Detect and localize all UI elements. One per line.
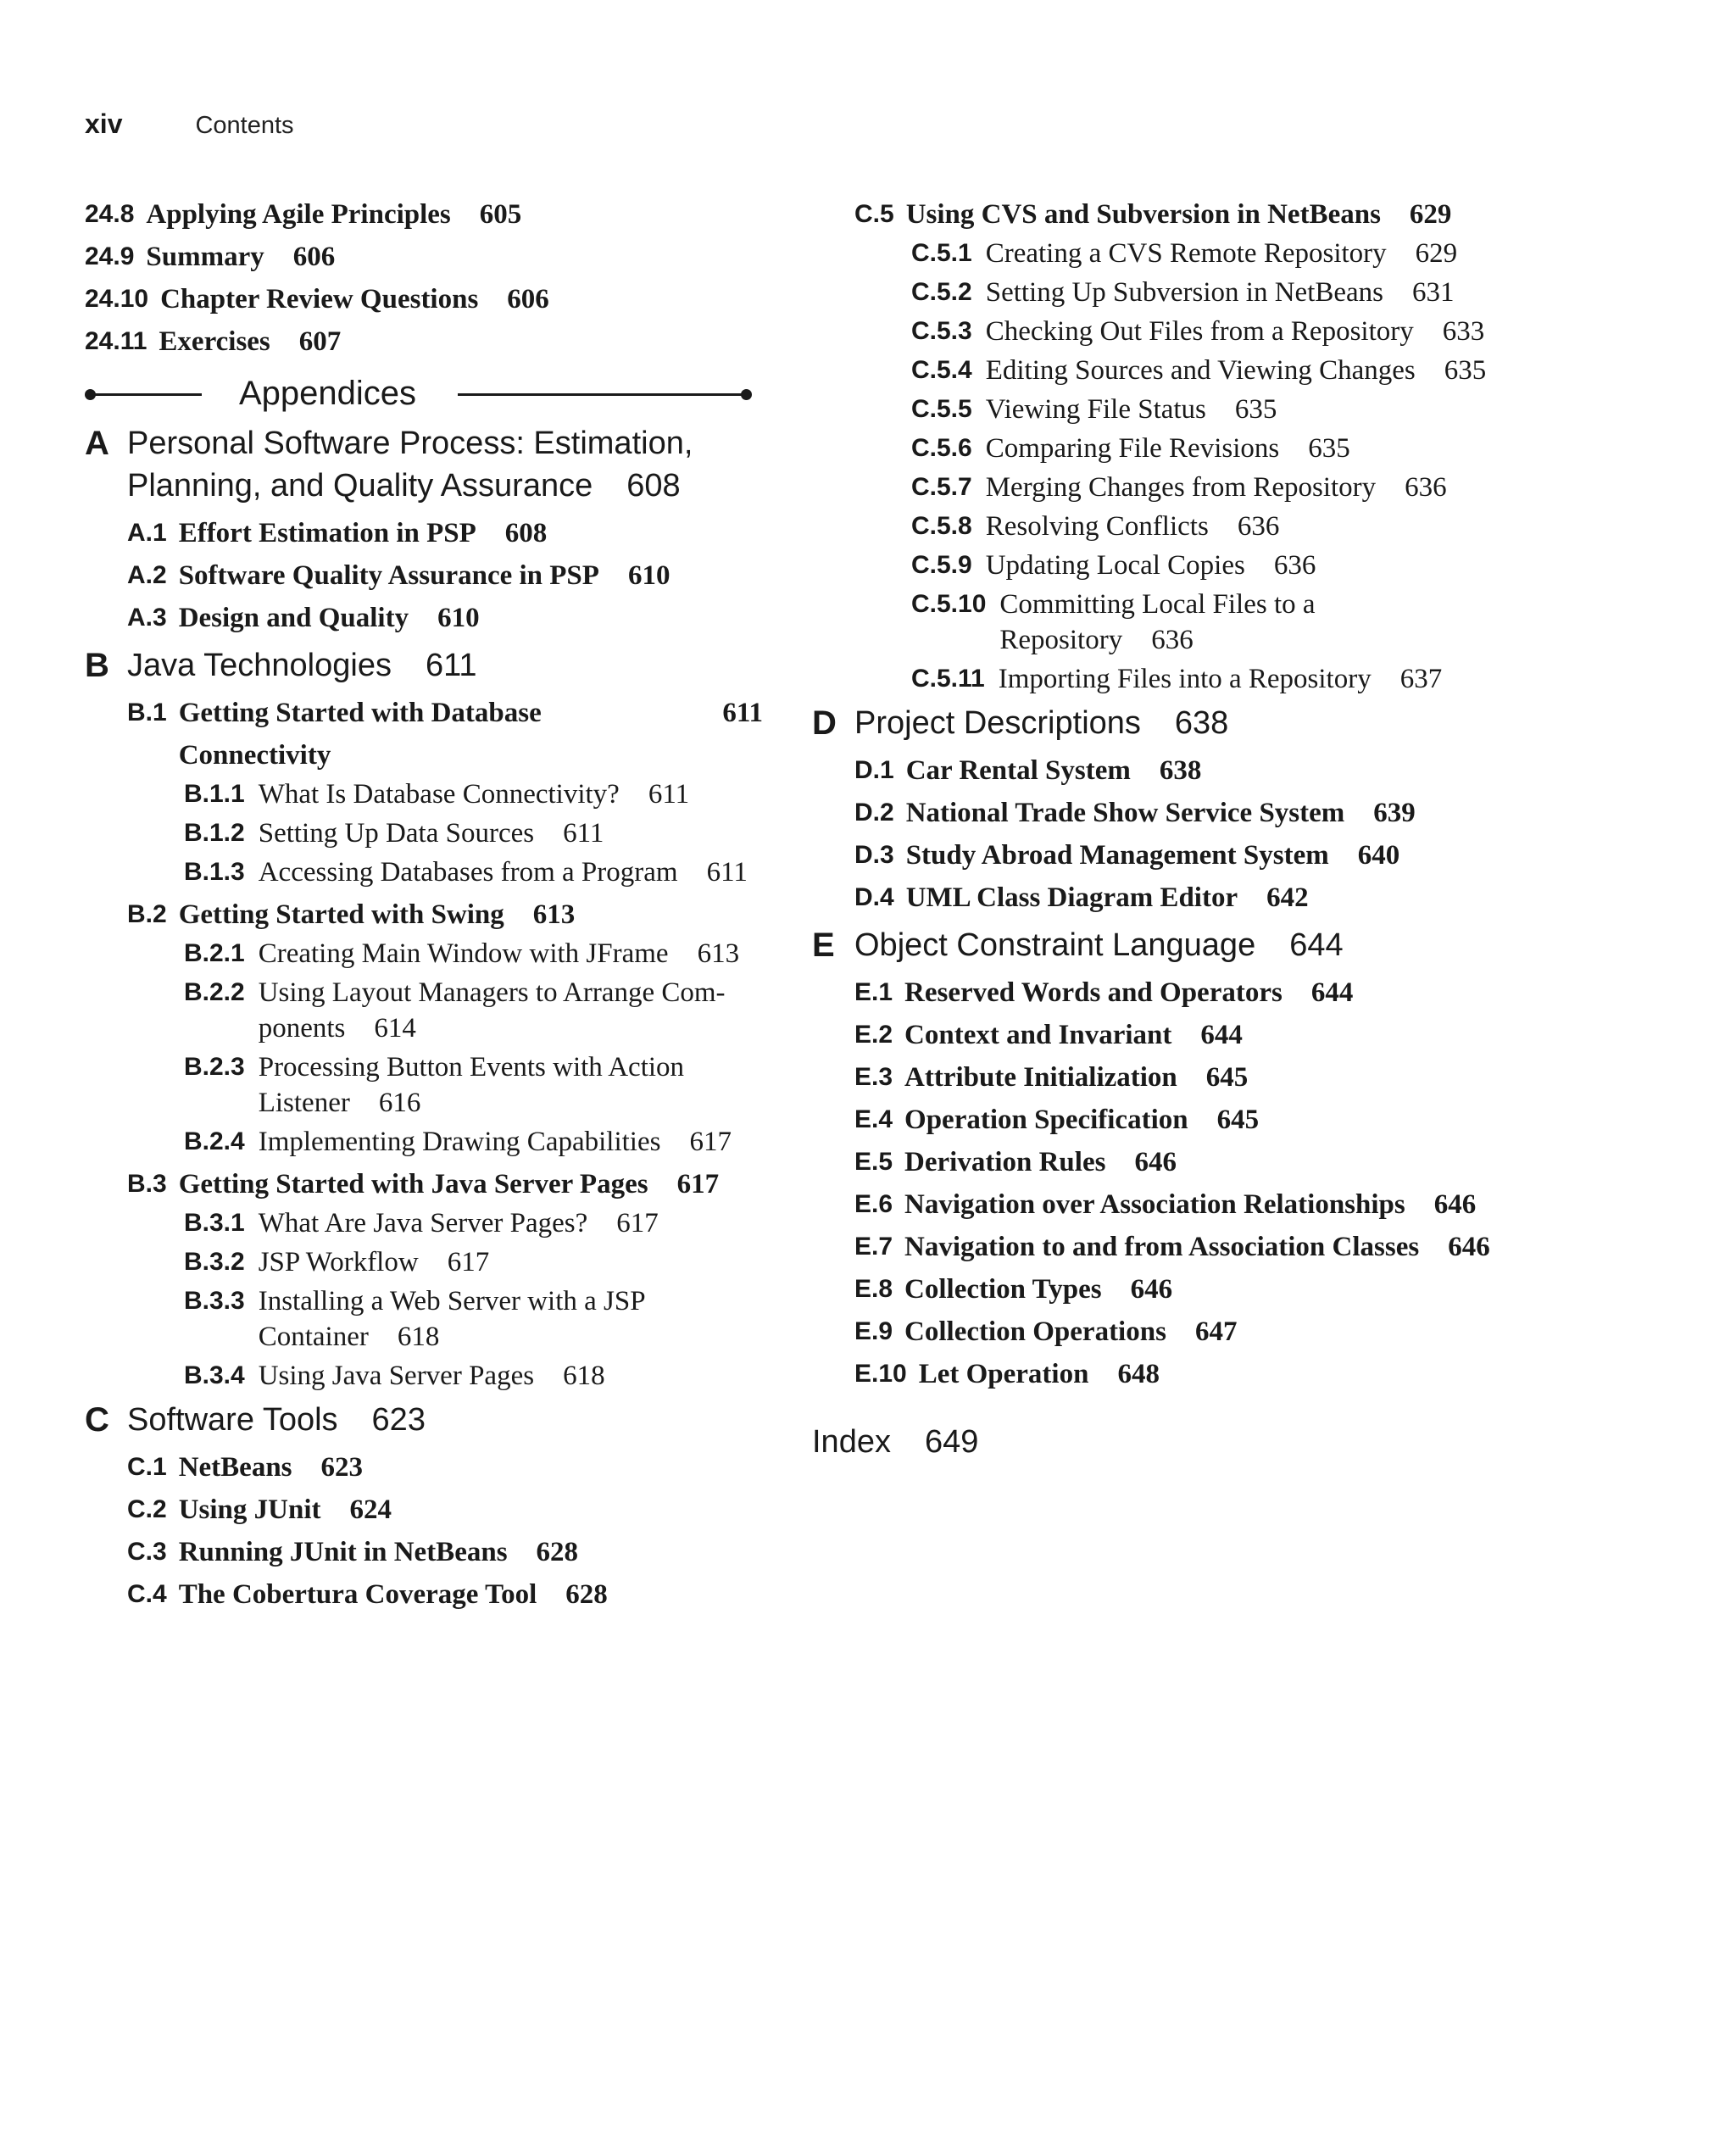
toc-entry-b-1-3[interactable] (85, 854, 763, 890)
divider-dot-right (741, 389, 752, 400)
entry-title: Creating Main Window with JFrame (258, 938, 669, 969)
entry-page: 624 (349, 1494, 392, 1525)
entry-page: 638 (1159, 755, 1202, 786)
entry-title: Chapter Review Questions (160, 284, 479, 314)
entry-page: 628 (536, 1537, 579, 1567)
entry-page: 613 (697, 938, 740, 969)
entry-number: C.3 (127, 1538, 167, 1566)
entry-title-line-2: Repository (999, 625, 1123, 655)
entry-page: 629 (1415, 238, 1458, 269)
entry-number: B.2.3 (184, 1053, 245, 1081)
toc-entry-b-1[interactable] (85, 692, 763, 776)
appendix-letter: A (85, 425, 109, 462)
entry-number: B.1.2 (184, 819, 245, 847)
running-title: Contents (195, 112, 294, 139)
entry-title: Setting Up Subversion in NetBeans (985, 277, 1384, 308)
entry-page: 646 (1130, 1274, 1173, 1305)
entry-title: Merging Changes from Repository (985, 472, 1377, 503)
entry-title: National Trade Show Service System (905, 798, 1345, 828)
entry-number: C.5.2 (911, 278, 972, 306)
appendix-page: 623 (371, 1402, 426, 1438)
entry-number: C.5.3 (911, 317, 972, 345)
toc-entry-c-3[interactable] (85, 1531, 763, 1573)
entry-title: Exercises (159, 326, 270, 357)
entry-number: C.5 (854, 200, 894, 228)
entry-number: E.5 (854, 1148, 893, 1176)
entry-number: A.1 (127, 519, 167, 547)
entry-number: B.3.2 (184, 1248, 245, 1276)
entry-number: C.5.10 (911, 590, 987, 618)
toc-entry-a-1[interactable] (85, 512, 763, 554)
entry-number: C.4 (127, 1580, 167, 1608)
entry-number: C.5.7 (911, 473, 972, 501)
appendix-title: Project Descriptions (854, 705, 1141, 741)
entry-title (259, 975, 726, 1046)
appendix-letter: C (85, 1401, 109, 1439)
toc-entry-d-3[interactable] (812, 834, 1694, 877)
entry-number: C.5.6 (911, 434, 972, 462)
entry-title: Updating Local Copies (985, 550, 1245, 581)
entry-page: 617 (689, 1127, 732, 1157)
entry-title-line-1: Committing Local Files to a (999, 589, 1316, 620)
entry-page: 606 (292, 242, 336, 272)
toc-entry-24-11[interactable] (85, 320, 763, 363)
toc-entry-c-5-8[interactable] (812, 509, 1694, 544)
toc-entry-b-3-2[interactable] (85, 1244, 763, 1280)
entry-number: D.1 (854, 756, 894, 784)
entry-page: 648 (1117, 1359, 1160, 1389)
divider-line-right (458, 393, 746, 396)
toc-entry-e-8[interactable] (812, 1268, 1694, 1311)
toc-entry-c-5-7[interactable] (812, 470, 1694, 505)
entry-title (999, 587, 1315, 658)
entry-page: 613 (532, 899, 576, 930)
entry-number: E.7 (854, 1233, 893, 1261)
appendices-label: Appendices (239, 375, 417, 412)
entry-page: 647 (1194, 1316, 1238, 1347)
entry-number: C.1 (127, 1453, 167, 1481)
entry-page: 646 (1448, 1232, 1490, 1262)
entry-number: C.2 (127, 1495, 167, 1523)
page-header (85, 109, 294, 142)
toc-entry-c-5-2[interactable] (812, 275, 1694, 310)
entry-number: C.5.4 (911, 356, 972, 384)
entry-page: 611 (706, 857, 748, 888)
entry-title: Creating a CVS Remote Repository (985, 238, 1387, 269)
appendix-title: Object Constraint Language (854, 927, 1256, 963)
appendix-title (127, 422, 693, 507)
entry-number: 24.9 (85, 242, 135, 270)
entry-number: B.3.4 (184, 1361, 245, 1389)
entry-page: 636 (1273, 550, 1316, 581)
entry-title: Using CVS and Subversion in NetBeans (905, 199, 1381, 230)
entry-title-line-2: ponents (258, 1013, 346, 1044)
appendix-letter: D (812, 704, 837, 742)
entry-number: C.5.8 (911, 512, 972, 540)
toc-entry-c-1[interactable] (85, 1446, 763, 1489)
toc-entry-c-5-10[interactable] (812, 587, 1694, 658)
toc-entry-e-1[interactable] (812, 971, 1694, 1014)
entry-title: Getting Started with Database Connectivity (178, 698, 542, 771)
toc-entry-24-10[interactable] (85, 278, 763, 320)
entry-page: 642 (1266, 882, 1309, 913)
toc-right-column (812, 193, 1694, 1463)
entry-page: 636 (1405, 472, 1447, 503)
appendix-letter: E (812, 927, 835, 964)
toc-entry-e-6[interactable] (812, 1183, 1694, 1226)
entry-title-line-1: Using Layout Managers to Arrange Com- (258, 977, 726, 1008)
entry-page: 636 (1151, 625, 1194, 655)
entry-page: 646 (1134, 1147, 1177, 1177)
toc-entry-e-9[interactable] (812, 1311, 1694, 1353)
entry-number: 24.10 (85, 285, 149, 313)
entry-title: Resolving Conflicts (985, 511, 1209, 542)
appendix-c-heading[interactable] (85, 1399, 763, 1441)
entry-page: 607 (298, 326, 342, 357)
entry-title: Implementing Drawing Capabilities (258, 1127, 661, 1157)
entry-page: 644 (1200, 1020, 1243, 1050)
entry-title: Checking Out Files from a Repository (985, 316, 1414, 347)
entry-number: E.10 (854, 1360, 907, 1388)
entry-title: Accessing Databases from a Program (258, 857, 678, 888)
toc-entry-d-1[interactable] (812, 749, 1694, 792)
entry-page: 610 (437, 603, 480, 633)
entry-page: 635 (1308, 433, 1350, 464)
toc-entry-d-4[interactable] (812, 877, 1694, 919)
toc-entry-b-2-3[interactable] (85, 1049, 763, 1121)
toc-entry-c-5-6[interactable] (812, 431, 1694, 466)
entry-number: E.3 (854, 1063, 893, 1091)
appendix-d-heading[interactable] (812, 702, 1694, 744)
entry-page: 606 (507, 284, 549, 314)
entry-page: 611 (722, 698, 763, 728)
toc-entry-c-5-5[interactable] (812, 392, 1694, 427)
entry-title-line-2: Listener (258, 1088, 350, 1118)
entry-page: 611 (648, 779, 690, 810)
toc-entry-c-5[interactable] (812, 193, 1694, 236)
toc-entry-e-2[interactable] (812, 1014, 1694, 1056)
index-title: Index (812, 1424, 891, 1460)
toc-entry-a-3[interactable] (85, 597, 763, 639)
entry-number: 24.8 (85, 200, 135, 228)
toc-entry-24-8[interactable] (85, 193, 763, 236)
entry-title: Comparing File Revisions (985, 433, 1280, 464)
entry-title: Editing Sources and Viewing Changes (985, 355, 1416, 386)
toc-entry-c-4[interactable] (85, 1573, 763, 1616)
toc-entry-c-2[interactable] (85, 1489, 763, 1531)
entry-number: C.5.11 (911, 665, 985, 693)
toc-entry-e-3[interactable] (812, 1056, 1694, 1099)
entry-page: 610 (627, 560, 670, 591)
entry-title: NetBeans (178, 1452, 292, 1483)
appendices-divider (85, 368, 763, 417)
appendix-page: 608 (626, 468, 681, 504)
entry-title: Viewing File Status (985, 394, 1206, 425)
entry-title: Applying Agile Principles (146, 199, 451, 230)
entry-number: B.1.1 (184, 780, 245, 808)
toc-entry-b-2-2[interactable] (85, 975, 763, 1046)
appendix-title: Software Tools (127, 1402, 338, 1438)
entry-title-line-1: Installing a Web Server with a JSP (258, 1286, 646, 1316)
toc-entry-b-3-1[interactable] (85, 1205, 763, 1241)
entry-title: Software Quality Assurance in PSP (178, 560, 599, 591)
entry-title: Effort Estimation in PSP (178, 518, 476, 548)
toc-entry-e-7[interactable] (812, 1226, 1694, 1268)
appendix-title: Java Technologies (127, 648, 392, 683)
toc-entry-e-4[interactable] (812, 1099, 1694, 1141)
entry-title-line-2: Container (258, 1322, 369, 1352)
appendix-page: 638 (1174, 705, 1229, 741)
entry-page: 629 (1409, 199, 1452, 230)
entry-page: 644 (1310, 977, 1354, 1008)
entry-title: Let Operation (918, 1359, 1089, 1389)
entry-page: 617 (676, 1169, 720, 1199)
entry-number: 24.11 (85, 327, 147, 355)
appendix-letter: B (85, 647, 109, 684)
toc-entry-c-5-9[interactable] (812, 548, 1694, 583)
entry-page: 631 (1412, 277, 1455, 308)
entry-number: B.2.4 (184, 1127, 245, 1155)
entry-number: E.4 (854, 1105, 893, 1133)
entry-title: Setting Up Data Sources (258, 818, 535, 849)
entry-number: C.5.5 (911, 395, 972, 423)
entry-page: 640 (1357, 840, 1400, 871)
entry-title: Collection Operations (904, 1316, 1166, 1347)
entry-title: Using Java Server Pages (258, 1361, 535, 1391)
entry-page: 635 (1234, 394, 1277, 425)
entry-page: 639 (1373, 798, 1416, 828)
entry-title: Reserved Words and Operators (904, 977, 1283, 1008)
entry-title: Summary (146, 242, 264, 272)
toc-entry-a-2[interactable] (85, 554, 763, 597)
toc-entry-b-3[interactable] (85, 1163, 763, 1205)
toc-entry-24-9[interactable] (85, 236, 763, 278)
entry-number: B.1.3 (184, 858, 245, 886)
entry-page: 645 (1216, 1105, 1260, 1135)
entry-page: 645 (1205, 1062, 1249, 1093)
entry-number: A.2 (127, 561, 167, 589)
entry-number: C.5.9 (911, 551, 972, 579)
entry-number: C.5.1 (911, 239, 972, 267)
entry-page: 616 (378, 1088, 421, 1118)
entry-title: Study Abroad Management System (905, 840, 1329, 871)
entry-title: Using JUnit (178, 1494, 321, 1525)
entry-number: B.3 (127, 1170, 167, 1198)
appendix-title-line-1: Personal Software Process: Estimation, (127, 426, 693, 461)
entry-title: JSP Workflow (258, 1247, 419, 1277)
entry-page: 618 (397, 1322, 440, 1352)
entry-title: Importing Files into a Repository (998, 664, 1372, 694)
entry-title: Getting Started with Java Server Pages (178, 1169, 648, 1199)
entry-page: 646 (1433, 1189, 1477, 1220)
entry-number: B.3.3 (184, 1287, 245, 1315)
entry-title (259, 1049, 684, 1121)
entry-number: B.3.1 (184, 1209, 245, 1237)
entry-page: 611 (563, 818, 604, 849)
entry-title: UML Class Diagram Editor (905, 882, 1238, 913)
entry-title: Navigation to and from Association Classes (904, 1232, 1420, 1262)
toc-entry-b-2-1[interactable] (85, 936, 763, 971)
entry-page: 635 (1444, 355, 1487, 386)
entry-page: 617 (447, 1247, 490, 1277)
entry-number: D.4 (854, 883, 894, 911)
appendix-page: 644 (1289, 927, 1344, 963)
entry-number: E.2 (854, 1021, 893, 1049)
page-folio: xiv (85, 109, 123, 139)
entry-title (259, 1283, 646, 1355)
toc-entry-e-10[interactable] (812, 1353, 1694, 1395)
entry-page: 605 (479, 199, 522, 230)
entry-title: Context and Invariant (904, 1020, 1172, 1050)
appendix-e-heading[interactable] (812, 924, 1694, 966)
entry-number: D.2 (854, 799, 894, 827)
entry-title: What Are Java Server Pages? (258, 1208, 588, 1238)
index-page: 649 (924, 1424, 979, 1460)
entry-number: E.1 (854, 978, 893, 1006)
entry-page: 614 (374, 1013, 416, 1044)
entry-number: B.2.2 (184, 978, 245, 1006)
toc-entry-d-2[interactable] (812, 792, 1694, 834)
toc-entry-b-1-2[interactable] (85, 815, 763, 851)
toc-entry-b-1-1[interactable] (85, 776, 763, 812)
entry-number: B.2 (127, 900, 167, 928)
entry-page: 617 (616, 1208, 659, 1238)
index-heading[interactable] (812, 1421, 1694, 1463)
entry-page: 633 (1442, 316, 1485, 347)
appendix-b-heading[interactable] (85, 644, 763, 687)
entry-title: Getting Started with Swing (178, 899, 504, 930)
entry-title: The Cobertura Coverage Tool (178, 1579, 537, 1610)
entry-number: E.8 (854, 1275, 893, 1303)
toc-entry-b-2[interactable] (85, 893, 763, 936)
entry-page: 608 (504, 518, 548, 548)
appendix-page: 611 (425, 648, 477, 683)
entry-title: What Is Database Connectivity? (258, 779, 620, 810)
entry-number: A.3 (127, 604, 167, 632)
entry-title: Collection Types (904, 1274, 1102, 1305)
entry-number: D.3 (854, 841, 894, 869)
divider-line-left (90, 393, 202, 396)
toc-entry-b-3-4[interactable] (85, 1358, 763, 1394)
entry-title: Running JUnit in NetBeans (178, 1537, 508, 1567)
entry-title-line-1: Processing Button Events with Action (258, 1052, 685, 1083)
toc-entry-b-2-4[interactable] (85, 1124, 763, 1160)
entry-title: Derivation Rules (904, 1147, 1106, 1177)
entry-title: Attribute Initialization (904, 1062, 1177, 1093)
toc-entry-c-5-4[interactable] (812, 353, 1694, 388)
entry-title: Design and Quality (178, 603, 409, 633)
entry-page: 618 (563, 1361, 605, 1391)
appendix-title-line-2: Planning, and Quality Assurance (127, 468, 593, 504)
entry-page: 628 (565, 1579, 608, 1610)
entry-page: 637 (1399, 664, 1443, 694)
toc-entry-c-5-1[interactable] (812, 236, 1694, 271)
toc-entry-e-5[interactable] (812, 1141, 1694, 1183)
entry-title: Car Rental System (905, 755, 1131, 786)
entry-title: Operation Specification (904, 1105, 1188, 1135)
entry-number: B.1 (127, 699, 167, 726)
entry-page: 636 (1237, 511, 1280, 542)
entry-number: E.9 (854, 1317, 893, 1345)
toc-left-column (85, 193, 763, 1616)
toc-entry-b-3-3[interactable] (85, 1283, 763, 1355)
toc-entry-c-5-3[interactable] (812, 314, 1694, 349)
toc-entry-c-5-11[interactable] (812, 661, 1694, 697)
entry-number: B.2.1 (184, 939, 245, 967)
entry-title: Navigation over Association Relationships (904, 1189, 1405, 1220)
entry-page: 623 (320, 1452, 364, 1483)
appendix-a-heading[interactable] (85, 422, 763, 507)
entry-number: E.6 (854, 1190, 893, 1218)
